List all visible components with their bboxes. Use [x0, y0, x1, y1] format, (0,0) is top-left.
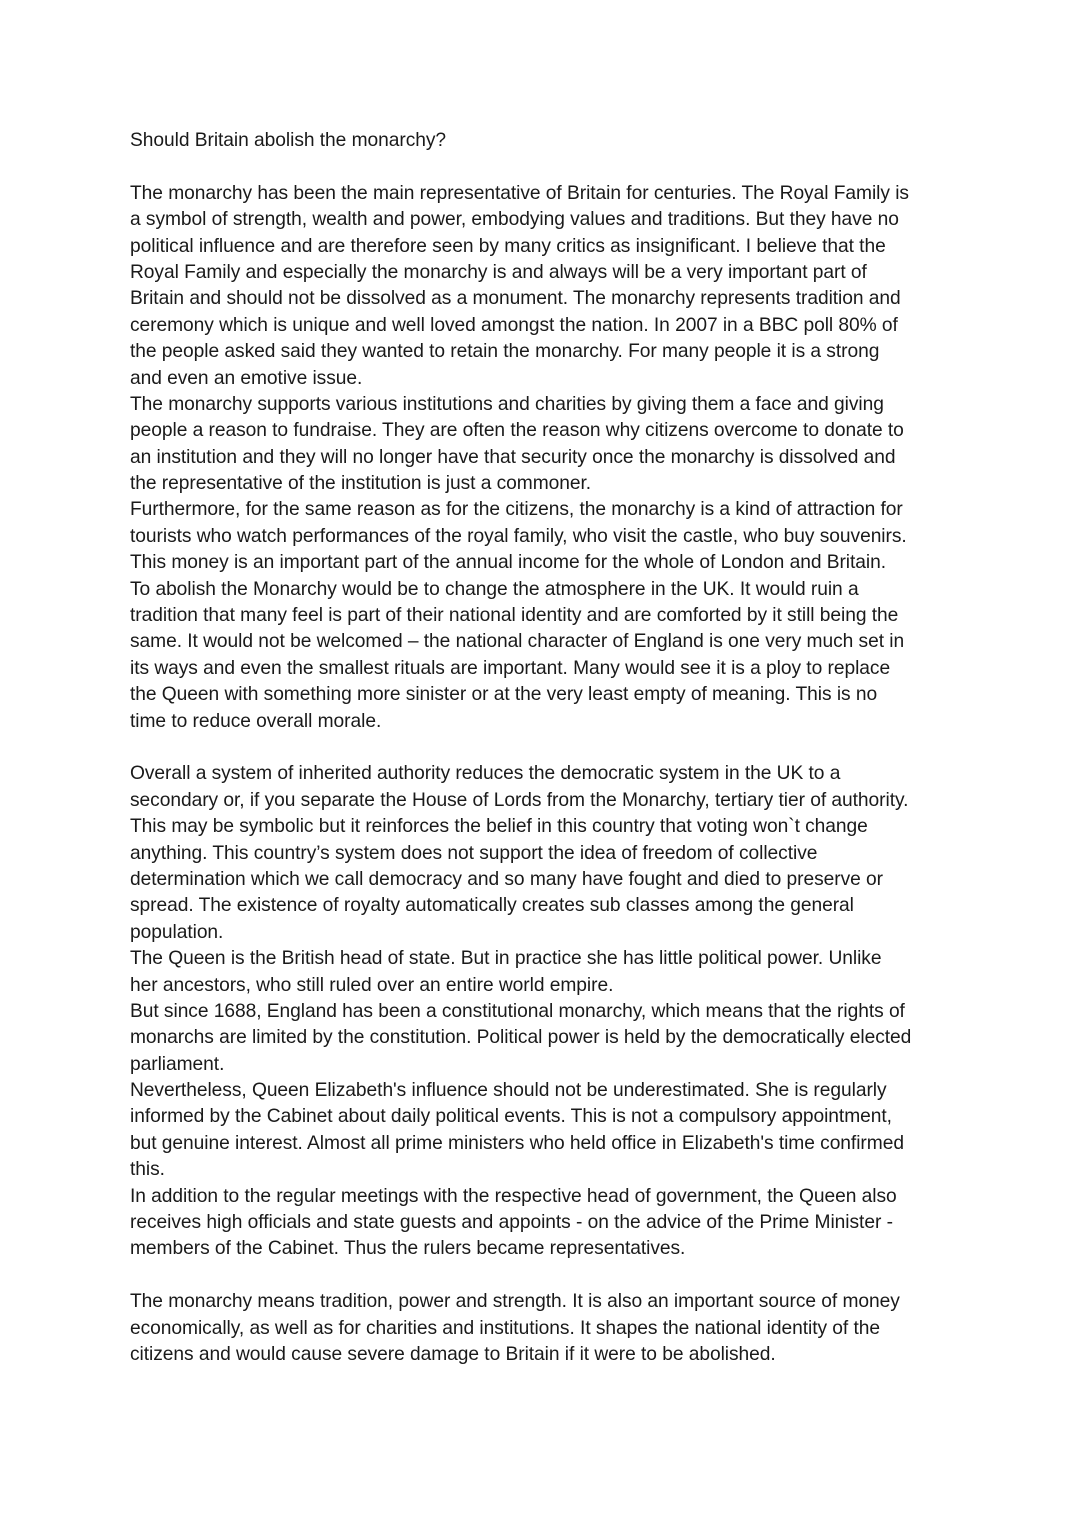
text-line: secondary or, if you separate the House of Lords from the Monarchy, tertiary tier of authority.: [130, 789, 909, 811]
text-line: In addition to the regular meetings with the respective head of government, the Queen also: [130, 1185, 897, 1207]
text-line: Britain and should not be dissolved as a monument. The monarchy represents tradition and: [130, 288, 901, 310]
text-line: But since 1688, England has been a constitutional monarchy, which means that the rights of: [130, 1000, 905, 1022]
text-line: citizens and would cause severe damage to Britain if it were to be abolished.: [130, 1343, 776, 1365]
document-section: [130, 761, 960, 1262]
text-line: determination which we call democracy and so many have fought and died to preserve or: [130, 868, 884, 890]
text-line: The monarchy has been the main representative of Britain for centuries. The Royal Family is: [130, 182, 909, 204]
document-page: [130, 128, 960, 1368]
text-line: The monarchy supports various institutions and charities by giving them a face and giving: [130, 393, 884, 415]
document-body: [130, 181, 960, 1369]
text-line: monarchs are limited by the constitution. Political power is held by the democratically elected: [130, 1027, 912, 1049]
paragraph: [130, 1289, 960, 1368]
text-line: political influence and are therefore seen by many critics as insignificant. I believe that the: [130, 235, 886, 257]
text-line: her ancestors, who still ruled over an entire world empire.: [130, 974, 614, 996]
text-line: same. It would not be welcomed – the national character of England is one very much set in: [130, 631, 905, 653]
text-line: but genuine interest. Almost all prime ministers who held office in Elizabeth's time confirmed: [130, 1132, 904, 1154]
text-line: economically, as well as for charities and institutions. It shapes the national identity of the: [130, 1317, 881, 1339]
text-line: parliament.: [130, 1053, 225, 1075]
document-title: Should Britain abolish the monarchy?: [130, 130, 447, 151]
text-line: tradition that many feel is part of their national identity and are comforted by it still being the: [130, 605, 899, 627]
text-line: Royal Family and especially the monarchy is and always will be a very important part of: [130, 261, 867, 283]
text-line: the representative of the institution is just a commoner.: [130, 473, 592, 495]
paragraph: [130, 1078, 960, 1184]
text-line: The monarchy means tradition, power and strength. It is also an important source of money: [130, 1291, 900, 1313]
section-gap: [130, 735, 960, 761]
text-line: the people asked said they wanted to retain the monarchy. For many people it is a strong: [130, 341, 880, 363]
text-line: anything. This country’s system does not support the idea of freedom of collective: [130, 842, 818, 864]
text-line: receives high officials and state guests and appoints - on the advice of the Prime Minister -: [130, 1212, 893, 1234]
section-gap: [130, 154, 960, 180]
paragraph: [130, 1184, 960, 1263]
document-section: [130, 181, 960, 735]
text-line: Overall a system of inherited authority reduces the democratic system in the UK to a: [130, 763, 841, 785]
text-line: people a reason to fundraise. They are often the reason why citizens overcome to donate to: [130, 420, 904, 442]
paragraph: [130, 946, 960, 999]
text-line: the Queen with something more sinister or at the very least empty of meaning. This is no: [130, 684, 878, 706]
paragraph: [130, 392, 960, 498]
text-line: This may be symbolic but it reinforces the belief in this country that voting won`t change: [130, 816, 868, 838]
document-section: [130, 1289, 960, 1368]
text-line: a symbol of strength, wealth and power, embodying values and traditions. But they have no: [130, 209, 899, 231]
text-line: The Queen is the British head of state. But in practice she has little political power. Unlike: [130, 948, 882, 970]
text-line: ceremony which is unique and well loved amongst the nation. In 2007 in a BBC poll 80% of: [130, 314, 898, 336]
paragraph: [130, 999, 960, 1078]
text-line: time to reduce overall morale.: [130, 710, 382, 732]
paragraph: [130, 181, 960, 392]
paragraph: [130, 761, 960, 946]
section-gap: [130, 1263, 960, 1289]
paragraph: [130, 577, 960, 735]
text-line: informed by the Cabinet about daily political events. This is not a compulsory appointment,: [130, 1106, 892, 1128]
text-line: its ways and even the smallest rituals are important. Many would see it is a ploy to replace: [130, 657, 891, 679]
text-line: To abolish the Monarchy would be to change the atmosphere in the UK. It would ruin a: [130, 578, 859, 600]
text-line: This money is an important part of the annual income for the whole of London and Britain.: [130, 552, 887, 574]
text-line: this.: [130, 1159, 165, 1181]
text-line: members of the Cabinet. Thus the rulers became representatives.: [130, 1238, 686, 1260]
text-line: Furthermore, for the same reason as for the citizens, the monarchy is a kind of attraction for: [130, 499, 903, 521]
text-line: tourists who watch performances of the royal family, who visit the castle, who buy souvenirs.: [130, 525, 907, 547]
text-line: and even an emotive issue.: [130, 367, 363, 389]
text-line: Nevertheless, Queen Elizabeth's influence should not be underestimated. She is regularly: [130, 1080, 887, 1102]
text-line: population.: [130, 921, 224, 943]
text-line: an institution and they will no longer have that security once the monarchy is dissolved and: [130, 446, 896, 468]
paragraph: [130, 497, 960, 576]
text-line: spread. The existence of royalty automatically creates sub classes among the general: [130, 895, 854, 917]
